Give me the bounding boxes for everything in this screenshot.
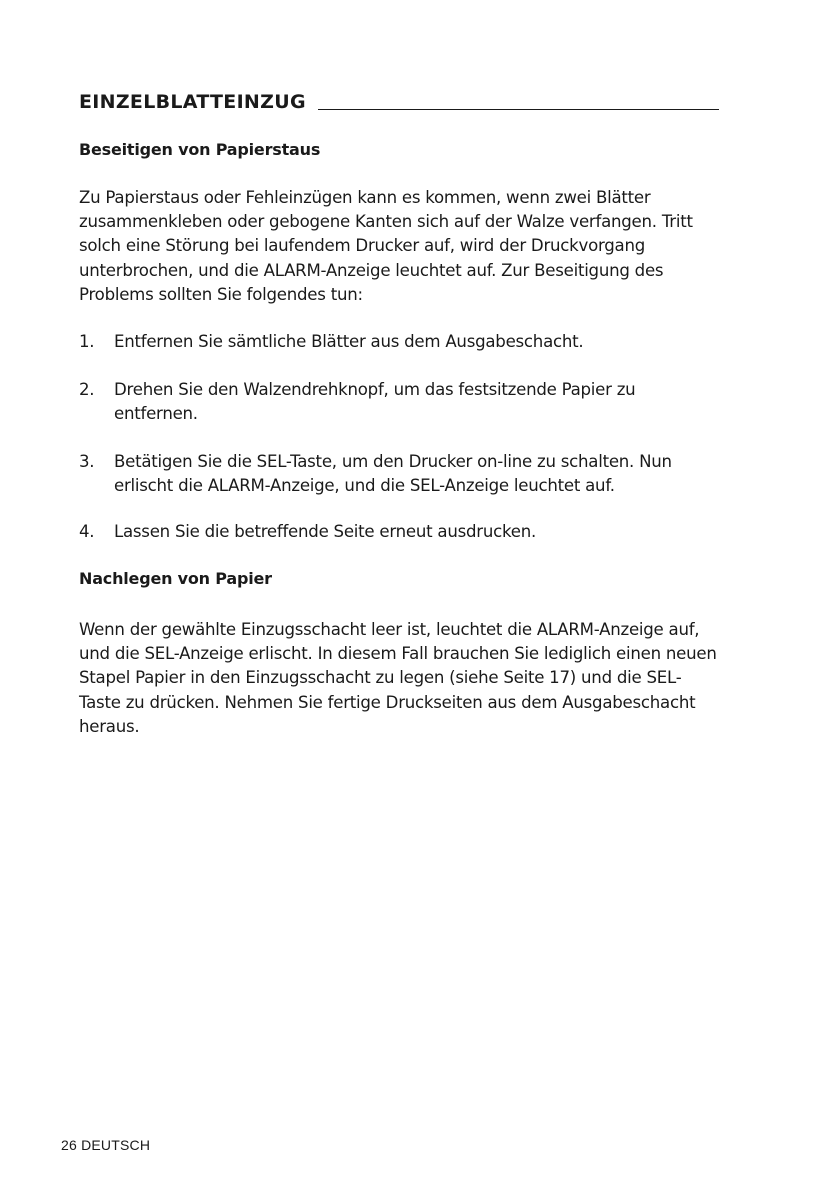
list-item-number: 3.	[79, 452, 95, 471]
page-number: 26	[61, 1137, 77, 1153]
list-item	[79, 520, 719, 544]
list-item-text: Entfernen Sie sämtliche Blätter aus dem Ausgabeschacht.	[114, 332, 584, 351]
page-footer	[61, 1136, 150, 1154]
list-item-number: 1.	[79, 332, 95, 351]
list-item-text: Betätigen Sie die SEL-Taste, um den Drucker on-line zu schalten. Nun erlischt die ALARM-Anzeige, und die SEL-Anzeige leuchtet auf.	[114, 452, 672, 496]
footer-language: DEUTSCH	[81, 1137, 151, 1153]
subheading-paper-jam: Beseitigen von Papierstaus	[79, 140, 321, 159]
list-item-text: Lassen Sie die betreffende Seite erneut ausdrucken.	[114, 522, 537, 541]
list-item	[79, 378, 719, 426]
subheading-load-paper: Nachlegen von Papier	[79, 569, 272, 588]
intro-paragraph: Zu Papierstaus oder Fehleinzügen kann es kommen, wenn zwei Blätter zusammenkleben oder gebogene Kanten sich auf der Walze verfangen. Tritt solch eine Störung bei laufendem Drucker auf, wird der Druckvorgang unterbrochen, und die ALARM-Anzeige leuchtet auf. Zur Beseitigung des Problems sollten Sie folgendes tun:	[79, 188, 693, 304]
section-title	[79, 90, 719, 114]
list-item	[79, 450, 719, 498]
list-item-number: 4.	[79, 522, 95, 541]
list-item	[79, 330, 719, 354]
list-item-number: 2.	[79, 380, 95, 399]
load-paper-paragraph: Wenn der gewählte Einzugsschacht leer ist, leuchtet die ALARM-Anzeige auf, und die SEL-Anzeige erlischt. In diesem Fall brauchen Sie lediglich einen neuen Stapel Papier in den Einzugsschacht zu legen (siehe Seite 17) und die SEL-Taste zu drücken. Nehmen Sie fertige Druckseiten aus dem Ausgabeschacht heraus.	[79, 620, 717, 736]
title-rule	[318, 109, 719, 110]
section-title-text: EINZELBLATTEINZUG	[79, 91, 306, 113]
list-item-text: Drehen Sie den Walzendrehknopf, um das festsitzende Papier zu entfernen.	[114, 380, 636, 424]
